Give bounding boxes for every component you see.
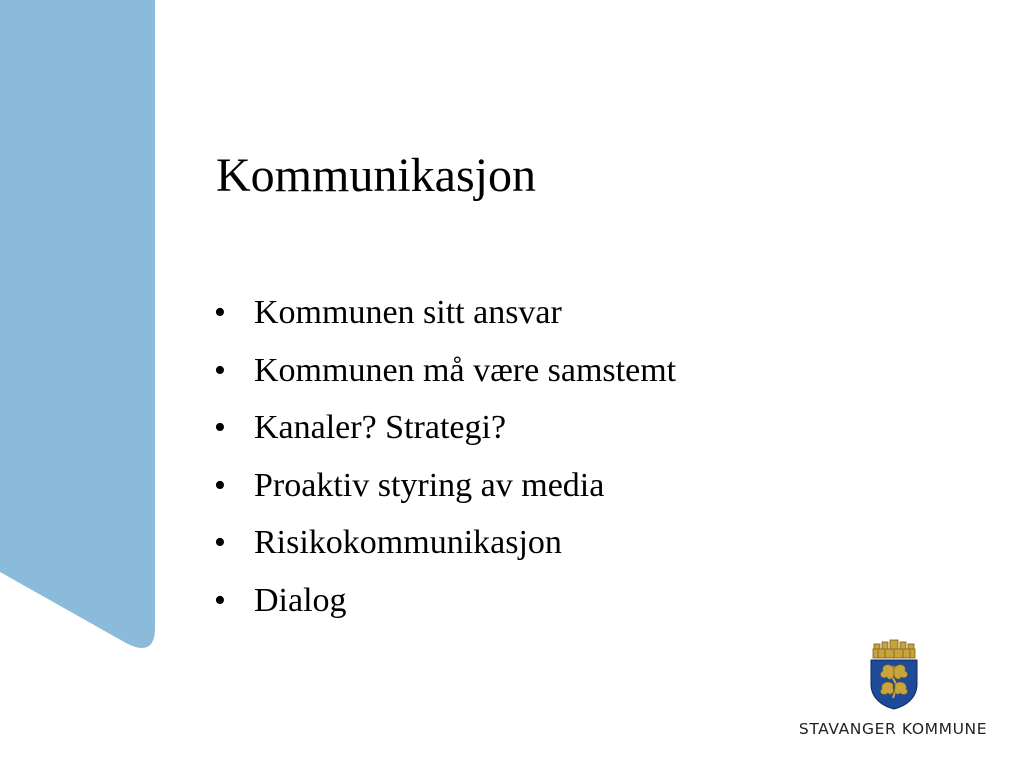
bullet-text: Kommunen sitt ansvar (254, 294, 562, 331)
bullet-text: Proaktiv styring av media (254, 466, 605, 504)
bullet-item (212, 457, 676, 515)
bullet-item (212, 284, 676, 342)
bullet-marker: • (214, 581, 226, 619)
bullet-text: Kommunen må være samstemt (254, 351, 677, 389)
bullet-text: Kanaler? Strategi? (254, 409, 507, 446)
bullet-text: Dialog (254, 581, 347, 619)
bullet-marker: • (214, 351, 226, 389)
organization-name: STAVANGER KOMMUNE (798, 720, 988, 738)
bullet-marker: • (214, 409, 226, 446)
bullet-item (212, 514, 676, 572)
organization-logo (790, 636, 1000, 746)
side-decoration-band (0, 0, 160, 660)
slide-title: Kommunikasjon (216, 149, 536, 202)
bullet-marker: • (214, 466, 226, 504)
bullet-marker: • (214, 524, 226, 561)
bullet-marker: • (214, 294, 226, 331)
bullet-item (212, 342, 676, 400)
bullet-list (212, 284, 676, 629)
bullet-item (212, 399, 676, 457)
side-band-shape (0, 0, 155, 648)
coat-of-arms-icon (868, 638, 920, 710)
bullet-item (212, 572, 676, 630)
bullet-text: Risikokommunikasjon (254, 524, 562, 561)
